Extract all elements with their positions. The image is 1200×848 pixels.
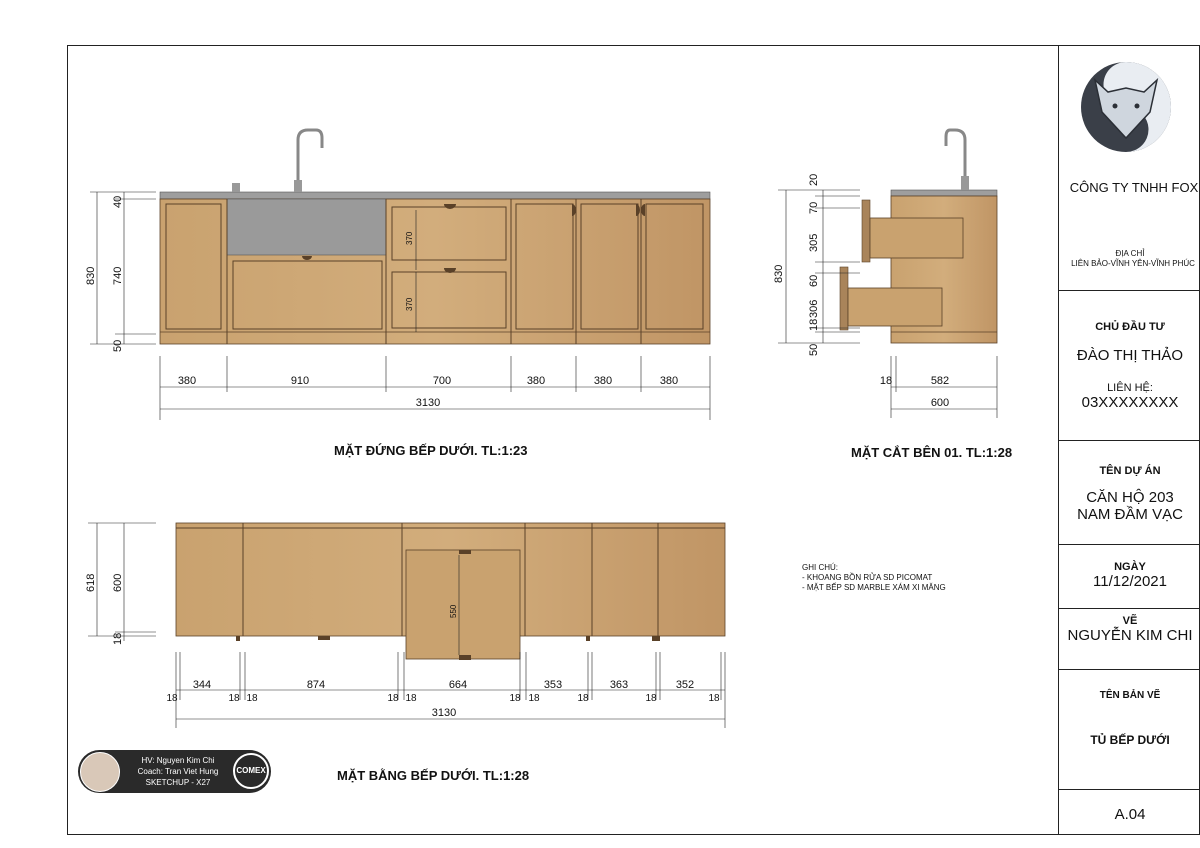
front-width-total: 3130 [415,397,441,409]
front-drawer-height-1: 370 [405,231,414,245]
front-width-4: 380 [526,375,546,387]
sheet-name-label: TÊN BẢN VẼ [1099,690,1161,701]
side-height-4: 60 [808,274,820,287]
front-width-3: 700 [432,375,452,387]
plan-width-4: 353 [543,679,563,691]
front-sink [227,199,386,255]
badge-coach: Coach: Tran Viet Hung [137,767,219,776]
side-height-3: 305 [808,233,820,252]
plan-width-5: 363 [609,679,629,691]
plan-width-2: 874 [306,679,326,691]
sheet-number: A.04 [1114,806,1146,823]
plan-gap-10: 18 [708,693,720,704]
drawn-value: NGUYỄN KIM CHI [1067,627,1193,644]
front-width-1: 380 [177,375,197,387]
plan-height-total: 618 [85,573,97,592]
notes-item-1: - KHOANG BỒN RỬA SD PICOMAT [802,573,933,582]
date-cell [1059,545,1200,609]
front-elevation [85,130,710,420]
notes-item-2: - MẶT BẾP SD MARBLE XÁM XI MĂNG [802,583,946,592]
plan-gap-1: 18 [166,693,178,704]
plan-view [85,523,725,728]
address-value: LIÊN BẢO-VĨNH YÊN-VĨNH PHÚC [1071,259,1195,268]
project-cell [1059,441,1200,545]
plan-gap-9: 18 [645,693,657,704]
side-section-title: MẶT CẮT BÊN 01. TL:1:28 [851,445,1013,460]
front-height-total: 830 [85,266,97,285]
front-height-mid: 740 [112,266,124,285]
company-name: CÔNG TY TNHH FOX [1069,180,1199,195]
plan-inner-depth: 550 [449,604,458,618]
side-section [773,130,997,418]
owner-name: ĐÀO THỊ THẢO [1076,347,1184,364]
side-drawer-bottom-front [840,267,848,330]
plan-gap-6: 18 [509,693,521,704]
front-elevation-title: MẶT ĐỨNG BẾP DƯỚI. TL:1:23 [334,443,528,458]
company-cell [1059,45,1200,291]
side-depth-1: 18 [879,375,893,387]
notes-block [802,563,946,593]
plan-width-6: 352 [675,679,695,691]
address-label: ĐỊA CHỈ [1115,249,1145,258]
side-height-total: 830 [773,264,785,283]
side-height-7: 50 [808,343,820,356]
side-height-2: 70 [808,201,820,214]
badge-student: HV: Nguyen Kim Chi [141,756,215,765]
date-label: NGÀY [1114,561,1146,573]
plan-gap-8: 18 [577,693,589,704]
drawn-cell [1059,609,1200,670]
owner-cell [1059,291,1200,441]
contact-label: LIÊN HỆ: [1107,382,1153,394]
title-block [1058,45,1200,835]
front-drawer-height-2: 370 [405,297,414,311]
plan-width-total: 3130 [431,707,457,719]
side-depth-2: 582 [930,375,950,387]
plan-gap-4: 18 [387,693,399,704]
front-countertop [160,192,710,199]
sheet-number-cell [1059,790,1200,835]
front-width-5: 380 [593,375,613,387]
comex-logo: COMEX [233,753,269,789]
side-height-6: 18 [808,318,820,331]
side-drawer-bottom-box [848,288,942,326]
plan-gap-7: 18 [528,693,540,704]
drawn-label: VẼ [1122,615,1138,627]
date-value: 11/12/2021 [1093,573,1167,590]
side-drawer-top-box [870,218,963,258]
owner-label: CHỦ ĐẦU TƯ [1095,321,1165,333]
side-height-5: 306 [808,299,820,318]
sheet-name-cell [1059,670,1200,790]
side-countertop [891,190,997,196]
avatar [80,752,120,792]
notes-title: GHI CHÚ: [802,563,838,572]
plan-height-2: 18 [112,632,124,645]
side-height-1: 20 [808,173,820,186]
front-height-top: 40 [112,195,124,208]
badge-course: SKETCHUP - X27 [145,778,211,787]
side-depth-total: 600 [930,397,950,409]
project-line-1: CĂN HỘ 203 [1086,489,1174,506]
student-badge [78,750,271,793]
plan-pullout-drawer [406,550,520,659]
plan-height-1: 600 [112,573,124,592]
front-height-bottom: 50 [112,339,124,352]
plan-view-title: MẶT BẰNG BẾP DƯỚI. TL:1:28 [337,768,530,783]
project-label: TÊN DỰ ÁN [1099,465,1161,477]
plan-gap-3: 18 [246,693,258,704]
plan-gap-5: 18 [405,693,417,704]
front-width-2: 910 [290,375,310,387]
plan-width-3: 664 [448,679,468,691]
front-width-6: 380 [659,375,679,387]
plan-gap-2: 18 [228,693,240,704]
side-drawer-top-front [862,200,870,262]
plan-width-1: 344 [192,679,212,691]
project-line-2: NAM ĐẦM VẠC [1077,506,1183,523]
contact-value: 03XXXXXXXX [1081,394,1179,411]
sheet-name-value: TỦ BẾP DƯỚI [1090,733,1170,747]
